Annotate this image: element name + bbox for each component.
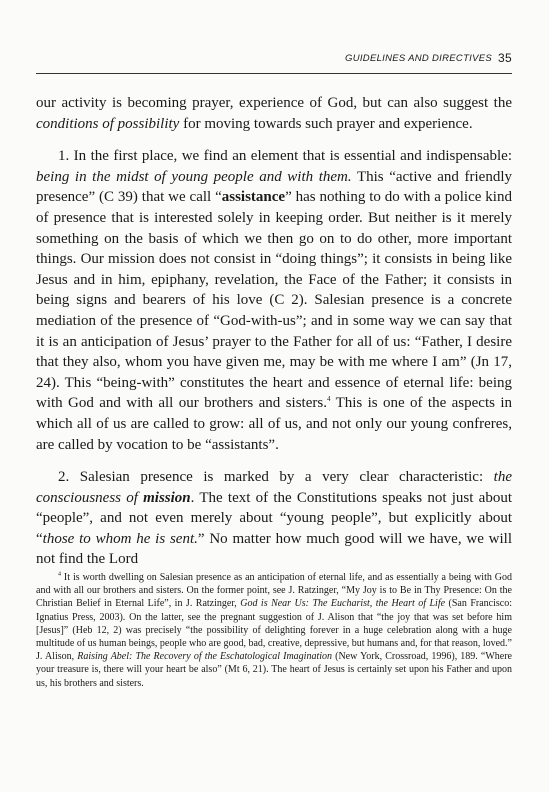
running-head-title: GUIDELINES AND DIRECTIVES xyxy=(345,53,493,64)
running-head xyxy=(36,51,512,74)
emphasis-text: conditions of possibility xyxy=(36,115,180,132)
text-run: (New York, Crossroad, 1996), 189. “Where your treasure is, there will your heart be also” (Mt 6, 21). The heart of Jesus is certainly set upon his Father and upon us, his brothers and sisters. xyxy=(36,651,512,689)
text-run: This is one of the aspects in which all of us are called to grow: all of us, and not only our young confreres, are called by vocation to be “assistants”. xyxy=(36,395,512,453)
book-title: Raising Abel: The Recovery of the Eschatological Imagination xyxy=(77,651,333,663)
text-run: for moving towards such prayer and experience. xyxy=(179,115,473,132)
paragraph-continuation xyxy=(36,93,512,134)
footnote-ref: 4 xyxy=(326,395,331,404)
text-run: 2. Salesian presence is marked by a very clear characteristic: xyxy=(58,469,494,486)
text-run: It is worth dwelling on Salesian presence as an anticipation of eternal life, and as essentially a being with God and with all our brothers and sisters. On the former point, see J. Ratzinger, “My Joy is to Be in Thy Presence: On the Christian Belief in Eternal Life”, in J. Ratzinger, xyxy=(36,572,512,610)
text-run: . The text of the Constitutions speaks not just about “people”, and not even merely about “young people”, but explicitly about “ xyxy=(36,489,512,547)
text-run: 1. In the first place, we find an element that is essential and indispensable: xyxy=(58,148,512,165)
text-run: This “active and friendly presence” (C 39) that we call “ xyxy=(36,168,512,206)
footnote xyxy=(36,571,512,690)
emphasis-text: those to whom he is sent. xyxy=(42,530,198,547)
bold-term: assistance xyxy=(221,189,286,206)
paragraph-mission xyxy=(36,467,512,570)
text-run: (San Francisco: Ignatius Press, 2003). On the latter, see the pregnant suggestion of J. Alison that “the joy that was set before him [Jesus]” (Heb 12, 2) was precisely “the possibility of delighting forever in a huge celebration along with a huge multitude of us human beings, people who are good, bad, creative, depressive, but humans and, for that reason, loved.” J. Alison, xyxy=(36,598,512,663)
text-run: our activity is becoming prayer, experience of God, but can also suggest the xyxy=(36,95,512,111)
text-run: ” No matter how much good will we have, we will not find the Lord xyxy=(36,530,512,568)
emphasis-text: the consciousness of xyxy=(36,469,512,506)
bold-italic-term: mission xyxy=(143,489,191,506)
text-run: ” has nothing to do with a police kind of presence that is interested solely in keeping order. But neither is it merely something on the basis of which we then go on to do other, more important things. Our mission does not consist in “doing things”; it consists in being like Jesus and in him, epiphany, revelation, the Face of the Father; it consists in being signs and bearers of his love (C 2). Salesian presence is a concrete mediation of the presence of “God-with-us”; and in some way we can say that it is an anticipation of Jesus’ prayer to the Father for all of us: “Father, I desire that they also, whom you have given me, may be with me where I am” (Jn 17, 24). This “being-with” constitutes the heart and essence of eternal life: being with God and with all our brothers and sisters. xyxy=(36,189,512,412)
page-number: 35 xyxy=(498,51,512,65)
book-title: God is Near Us: The Eucharist, the Heart of Life xyxy=(240,598,446,610)
footnote-number: 4 xyxy=(58,571,61,578)
body-text xyxy=(36,93,512,570)
emphasis-text: being in the midst of young people and with them. xyxy=(36,168,352,185)
paragraph-assistance xyxy=(36,146,512,455)
